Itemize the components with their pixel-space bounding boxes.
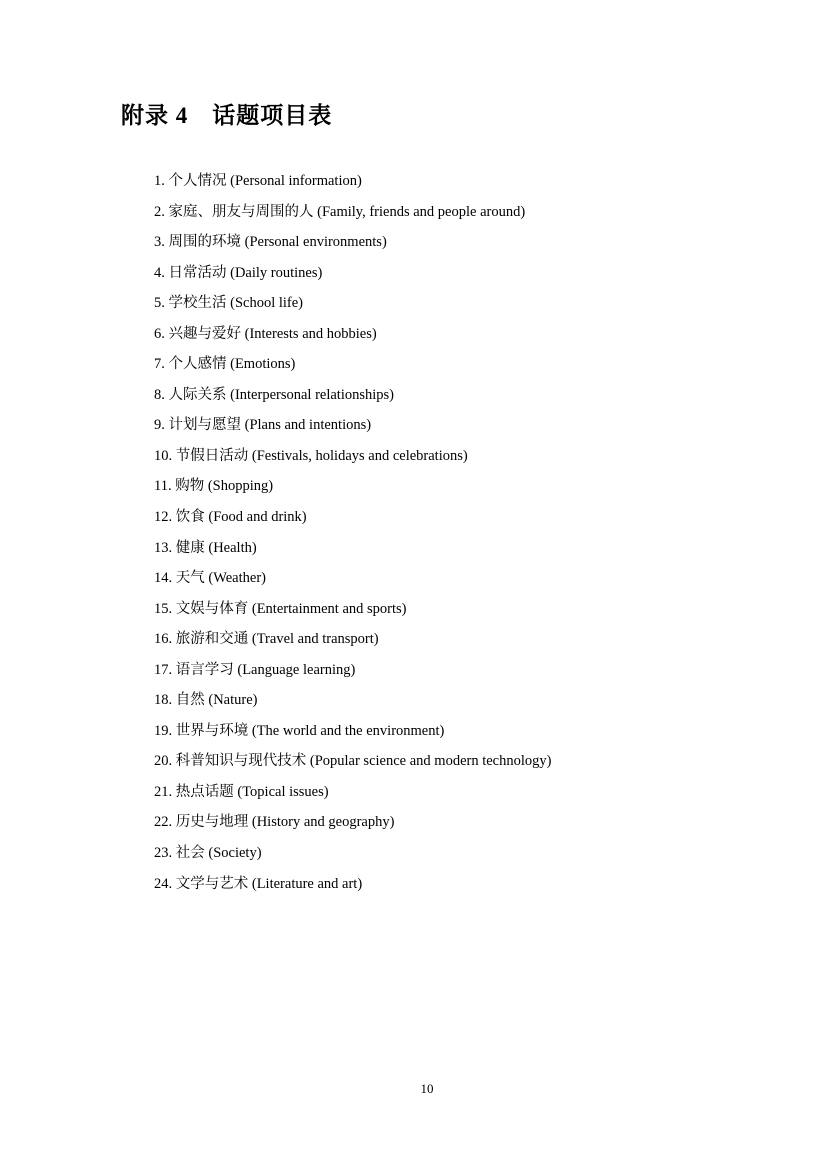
list-item: 15. 文娱与体育 (Entertainment and sports) xyxy=(154,600,407,617)
list-item: 18. 自然 (Nature) xyxy=(154,692,258,709)
list-item: 1. 个人情况 (Personal information) xyxy=(154,173,362,189)
list-item: 10. 节假日活动 (Festivals, holidays and celebrations) xyxy=(154,447,468,464)
list-item: 23. 社会 (Society) xyxy=(154,845,262,862)
list-item: 21. 热点话题 (Topical issues) xyxy=(154,783,329,800)
list-item: 13. 健康 (Health) xyxy=(154,539,257,556)
list-item: 8. 人际关系 (Interpersonal relationships) xyxy=(154,386,395,403)
list-item: 14. 天气 (Weather) xyxy=(154,570,266,587)
list-item: 12. 饮食 (Food and drink) xyxy=(154,509,307,526)
list-item: 11. 购物 (Shopping) xyxy=(154,478,274,495)
list-item: 6. 兴趣与爱好 (Interests and hobbies) xyxy=(154,325,377,342)
list-item: 4. 日常活动 (Daily routines) xyxy=(154,264,323,281)
list-item: 3. 周围的环境 (Personal environments) xyxy=(154,234,387,251)
list-item: 22. 历史与地理 (History and geography) xyxy=(154,814,395,831)
list-item: 7. 个人感情 (Emotions) xyxy=(154,356,296,373)
list-item: 24. 文学与艺术 (Literature and art) xyxy=(154,875,363,892)
list-item: 20. 科普知识与现代技术 (Popular science and modern technology) xyxy=(154,753,552,770)
list-item: 5. 学校生活 (School life) xyxy=(154,295,304,312)
list-item: 16. 旅游和交通 (Travel and transport) xyxy=(154,631,379,648)
list-item: 19. 世界与环境 (The world and the environment) xyxy=(154,722,445,739)
list-item: 17. 语言学习 (Language learning) xyxy=(154,661,356,678)
list-item: 9. 计划与愿望 (Plans and intentions) xyxy=(154,417,372,434)
list-item: 2. 家庭、朋友与周围的人 (Family, friends and people around) xyxy=(154,203,526,220)
page-number: 10 xyxy=(420,1081,434,1096)
topic-list xyxy=(154,166,551,899)
page-title: 附录 4 话题项目表 xyxy=(121,103,333,128)
page-footer xyxy=(0,1081,826,1097)
